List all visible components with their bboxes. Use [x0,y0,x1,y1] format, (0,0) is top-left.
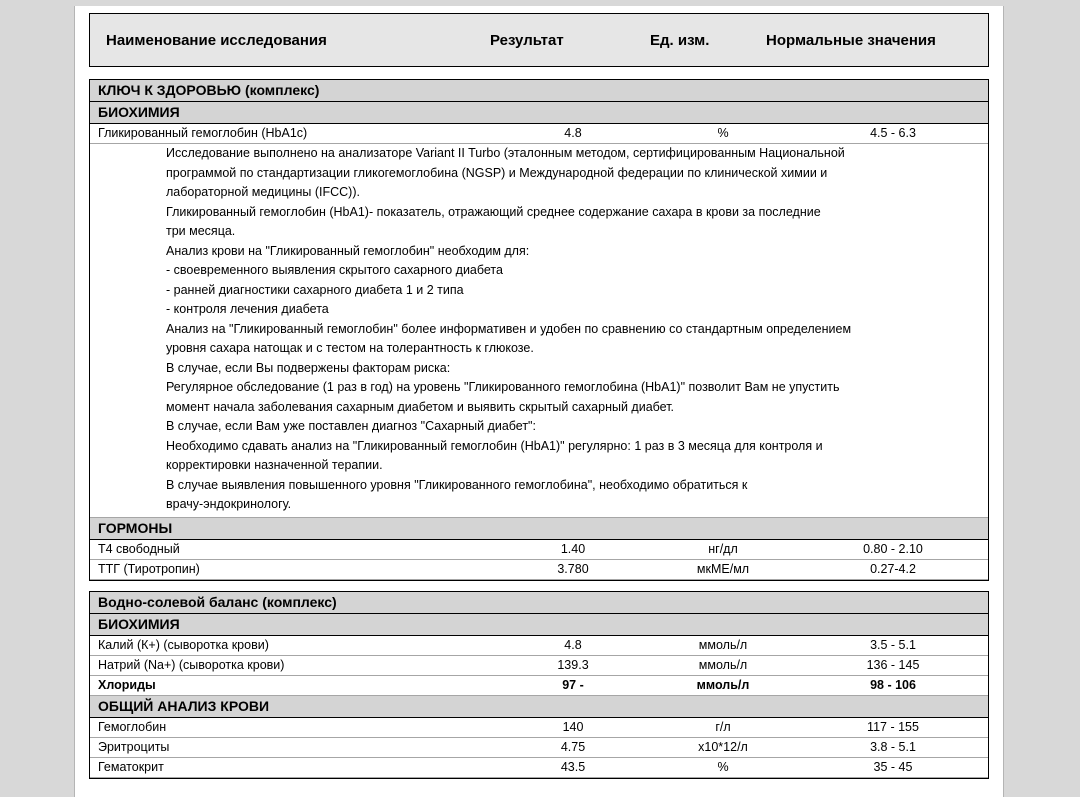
row-name: Калий (К+) (сыворотка крови) [98,637,269,652]
note-line: Регулярное обследование (1 раз в год) на уровень "Гликированного гемоглобина (HbA1)" позволит Вам не упустить [166,380,840,394]
note-line: программой по стандартизации гликогемоглобина (NGSP) и Международной федерации по клинической химии и [166,165,828,180]
header-col-unit: Ед. изм. [650,31,710,49]
row-norm: 3.8 - 5.1 [870,739,916,754]
panel-title: Водно-солевой баланс (комплекс) [90,592,988,614]
table-row [90,124,988,144]
row-unit: нг/дл [708,541,738,556]
row-result: 4.8 [564,637,582,652]
row-result: 140 [562,719,584,734]
group-title: ОБЩИЙ АНАЛИЗ КРОВИ [90,696,988,718]
page-footer-cut [89,779,989,797]
row-name: Гликированный гемоглобин (HbA1c) [98,126,308,140]
panel-block [89,591,989,779]
table-row [90,676,988,696]
row-unit: % [717,126,729,140]
group-title: БИОХИМИЯ [90,614,988,636]
row-result: 97 - [562,677,584,692]
row-norm: 117 - 155 [867,719,919,734]
note-line: В случае выявления повышенного уровня "Гликированного гемоглобина", необходимо обратиться к [166,477,748,492]
row-name: ТТГ (Тиротропин) [98,561,200,576]
row-unit: ммоль/л [698,657,748,672]
group-title: БИОХИМИЯ [90,102,988,124]
table-row [90,560,988,580]
note-line: В случае, если Вы подвержены факторам риска: [166,360,451,375]
note-line: В случае, если Вам уже поставлен диагноз "Сахарный диабет": [166,419,536,433]
document-page [74,6,1004,797]
row-norm: 0.27-4.2 [870,561,916,576]
row-name: Эритроциты [98,739,170,754]
row-unit: % [717,759,729,774]
table-row [90,540,988,560]
row-name: Натрий (Na+) (сыворотка крови) [98,657,285,672]
note-line: - ранней диагностики сахарного диабета 1 и 2 типа [166,282,464,297]
row-norm: 136 - 145 [866,657,920,672]
row-unit: ммоль/л [696,677,750,692]
panel-title: КЛЮЧ К ЗДОРОВЬЮ (комплекс) [90,80,988,102]
note-line: момент начала заболевания сахарным диабетом и выявить скрытый сахарный диабет. [166,399,675,414]
header-col-norm: Нормальные значения [766,31,936,49]
row-result: 43.5 [560,759,586,774]
row-result: 1.40 [560,541,586,556]
row-unit: ммоль/л [698,637,748,652]
row-norm: 0.80 - 2.10 [863,541,923,556]
note-line: Необходимо сдавать анализ на "Гликированный гемоглобин (HbA1)" регулярно: 1 раз в 3 месяца для контроля и [166,438,823,453]
row-name: Т4 свободный [98,541,180,556]
group-title: ГОРМОНЫ [90,518,988,540]
note-line: уровня сахара натощак и с тестом на толерантность к глюкозе. [166,341,534,355]
row-norm: 35 - 45 [873,759,913,774]
note-line: - своевременного выявления скрытого сахарного диабета [166,263,503,277]
note-line: Анализ на "Гликированный гемоглобин" более информативен и удобен по сравнению со стандартным определением [166,321,852,336]
table-row [90,758,988,778]
row-result: 3.780 [557,561,589,576]
row-result: 4.75 [560,739,586,754]
table-row [90,738,988,758]
results-table-header [89,13,989,67]
table-row [90,636,988,656]
row-result: 139.3 [557,657,589,672]
row-name: Хлориды [98,677,156,692]
note-line: Исследование выполнено на анализаторе Variant II Turbo (эталонным методом, сертифицированным Национальной [166,146,845,160]
note-line: - контроля лечения диабета [166,302,329,316]
notes-block [90,144,988,518]
header-col-name: Наименование исследования [106,31,327,49]
row-unit: х10*12/л [698,739,748,754]
row-norm: 98 - 106 [870,677,916,692]
panels-container [89,79,989,779]
row-result: 4.8 [564,126,582,140]
panel-spacer [89,581,989,591]
note-line: Гликированный гемоглобин (HbA1)- показатель, отражающий среднее содержание сахара в крови за последние [166,204,821,219]
header-col-result: Результат [490,31,564,49]
note-line: лабораторной медицины (IFCC)). [166,185,360,199]
row-name: Гематокрит [98,759,164,774]
table-row [90,656,988,676]
table-row [90,718,988,738]
note-line: врачу-эндокринологу. [166,497,292,511]
row-name: Гемоглобин [98,719,167,734]
row-norm: 3.5 - 5.1 [870,637,916,652]
note-line: три месяца. [166,224,236,238]
row-unit: мкМЕ/мл [696,561,750,576]
note-line: корректировки назначенной терапии. [166,458,383,472]
note-line: Анализ крови на "Гликированный гемоглобин" необходим для: [166,243,530,258]
row-unit: г/л [715,719,731,734]
row-norm: 4.5 - 6.3 [870,126,916,140]
panel-block [89,79,989,581]
page-content [75,6,1003,797]
